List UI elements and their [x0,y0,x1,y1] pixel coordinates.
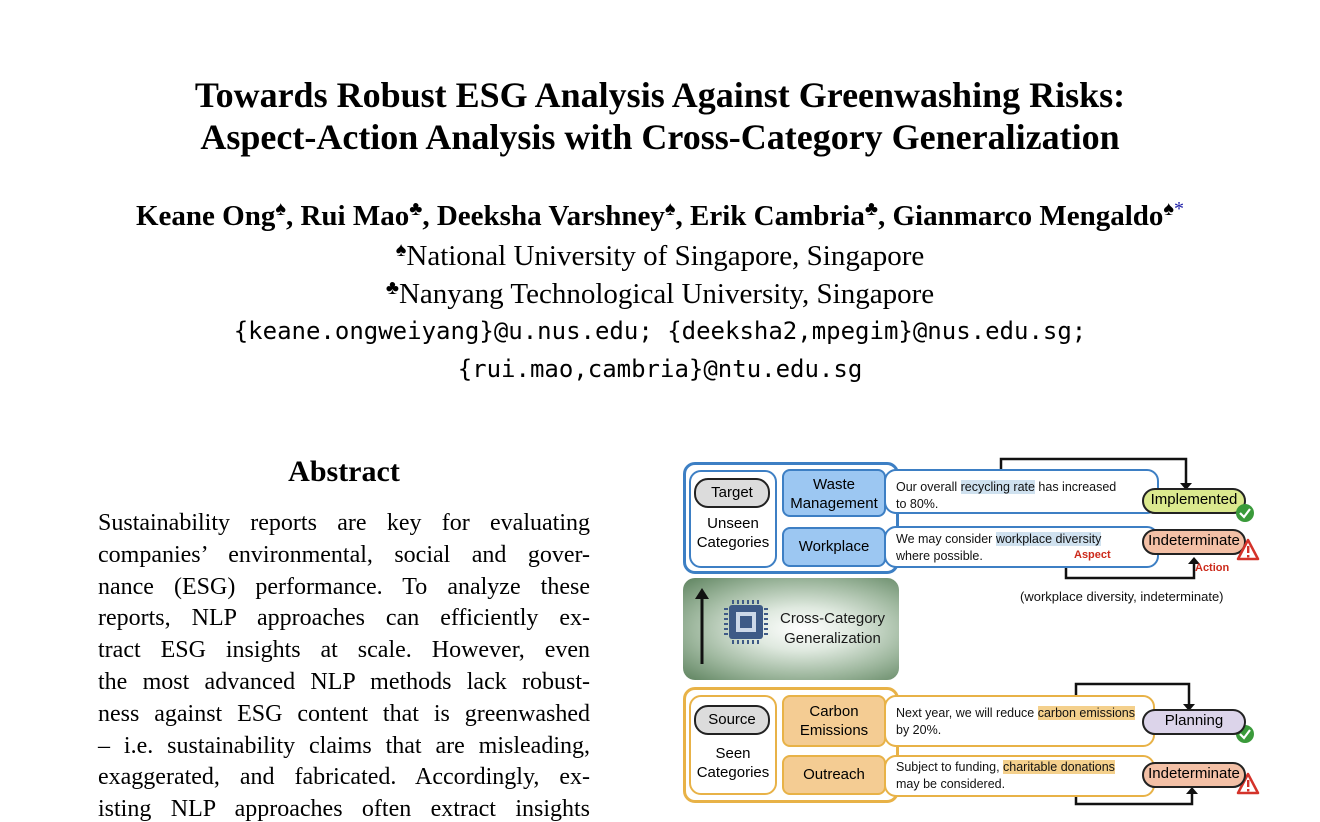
outcome-indeterminate: Indeterminate [1142,762,1246,788]
sentence-text: Next year, we will reduce [896,706,1038,720]
abstract-line: isting NLP approaches often extract insights [98,796,590,822]
paper-title [0,74,1320,158]
source-sentence-2 [896,759,1152,793]
target-caption-line: Unseen [707,515,759,532]
abstract-line: – i.e. sustainability claims that are misleading, [98,732,590,759]
source-sentence-1 [896,705,1152,739]
category-label-line: Emissions [799,722,869,739]
aspect-label: Aspect [1074,549,1111,561]
up-arrow-icon [695,588,709,664]
affiliation-mark: ♠ [395,239,407,261]
chip-icon [724,600,768,644]
source-caption [692,744,774,782]
category-label [782,702,886,740]
sentence-text: by 20%. [896,723,942,737]
abstract-line: ness against ESG content that is greenwashed [98,700,590,727]
abstract-line: tract ESG insights at scale. However, even [98,637,590,664]
category-label-line: Management [790,495,878,512]
framework-figure [680,456,1264,810]
sentence-text: has increased [1034,480,1117,494]
affiliation-text: National University of Singapore, Singapore [406,240,925,272]
outcome-indeterminate: Indeterminate [1142,529,1246,555]
generalization-label [780,609,885,649]
sentence-text: Subject to funding, [896,760,1004,774]
target-tag: Target [694,478,770,508]
affiliation-mark: ♣ [385,277,399,299]
abstract-line: Sustainability reports are key for evaluating [98,510,590,536]
category-label-line: Waste [813,476,855,493]
aspect-highlight: charitable donations [1003,760,1115,774]
abstract-line: exaggerated, and fabricated. Accordingly, ex- [98,764,590,791]
source-caption-line: Seen [715,745,751,762]
author-name: Erik Cambria [690,200,865,232]
author-list: Keane Ong♠, Rui Mao♣, Deeksha Varshney♠, Erik Cambria♣, Gianmarco Mengaldo♠* [135,198,1185,232]
abstract-line: the most advanced NLP methods lack robust- [98,668,590,695]
category-label: Outreach [803,766,865,783]
author-mark: ♠ [664,198,676,220]
sentence-text: where possible. [896,549,983,563]
affiliation-1 [0,237,1320,275]
sentence-text: to 80%. [896,497,939,511]
category-label-line: Carbon [809,703,859,720]
generalization-label-line: Cross-Category [780,610,886,627]
author-name: Keane Ong [135,200,276,232]
aspect-highlight: workplace diversity [995,532,1102,546]
author-name: Rui Mao [300,200,410,232]
email-line-1: {keane.ongweiyang}@u.nus.edu; {deeksha2,mpegim}@nus.edu.sg; [233,317,1087,345]
corresponding-author-mark: * [1174,198,1185,220]
author-mark: ♠ [275,198,286,220]
abstract-line: companies’ environmental, social and gover- [98,541,590,568]
target-caption-line: Categories [696,534,770,551]
outcome-implemented: Implemented [1142,488,1246,514]
email-line-2: {rui.mao,cambria}@ntu.edu.sg [457,355,863,383]
source-tag: Source [694,705,770,735]
generalization-label-line: Generalization [784,630,881,647]
outcome-planning: Planning [1142,709,1246,735]
abstract-heading: Abstract [288,455,400,488]
category-label: Workplace [798,538,870,555]
abstract-line: reports, NLP approaches can efficiently ex- [98,605,590,632]
author-mark: ♣ [409,198,423,220]
author-mark: ♣ [864,198,878,220]
title-line-1: Towards Robust ESG Analysis Against Greenwashing Risks: [194,75,1126,115]
title-line-2: Aspect-Action Analysis with Cross-Category Generalization [200,117,1120,157]
author-name: Deeksha Varshney [436,200,665,232]
sentence-text: We may consider [896,532,996,546]
sentence-text: may be considered. [896,777,1006,791]
abstract-body [98,508,590,822]
aspect-highlight: recycling rate [960,480,1035,494]
author-name: Gianmarco Mengaldo [892,200,1164,232]
affiliation-text: Nanyang Technological University, Singapore [398,278,935,310]
sentence-text: Our overall [896,480,961,494]
aspect-highlight: carbon emissions [1037,706,1135,720]
affiliation-2 [0,275,1320,313]
output-tuple: (workplace diversity, indeterminate) [1020,589,1224,604]
source-caption-line: Categories [696,764,770,781]
author-mark: ♠ [1163,198,1175,220]
action-label: Action [1195,562,1230,574]
abstract-line: nance (ESG) performance. To analyze these [98,573,590,600]
